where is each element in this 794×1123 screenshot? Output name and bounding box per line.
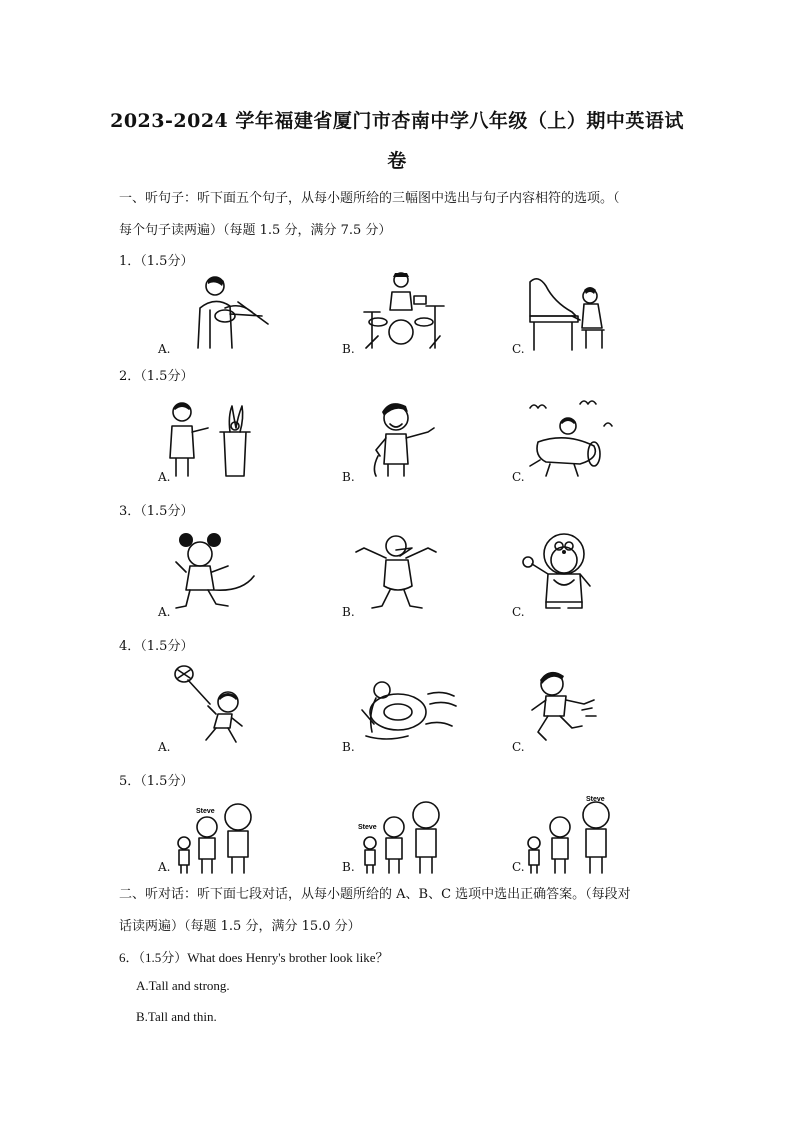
question-4-label: 4．（1.5分） xyxy=(119,639,194,654)
section2-instruction-line2: 话读两遍）（每题 1.5 分，满分 15.0 分） xyxy=(119,919,361,934)
steve-label: Steve xyxy=(586,796,605,803)
section2-instruction-line1: 二、听对话：听下面七段对话，从每小题所给的 A、B、C 选项中选出正确答案。（每段对 xyxy=(119,887,631,902)
running-icon xyxy=(522,664,632,744)
question-1-label: 1．（1.5分） xyxy=(119,254,194,269)
donald-icon xyxy=(352,532,462,612)
q4-option-c[interactable]: C. xyxy=(512,740,525,754)
q3-option-b[interactable]: B. xyxy=(342,605,355,619)
mickey-icon xyxy=(172,532,282,612)
q6-option-b[interactable]: B.Tall and thin. xyxy=(136,1009,217,1024)
piano-icon xyxy=(524,272,634,352)
page-title-line1: 2023-2024 学年福建省厦门市杏南中学八年级（上）期中英语试 xyxy=(110,110,684,132)
q5-option-c[interactable]: C. xyxy=(512,860,525,874)
singer-icon xyxy=(370,398,480,478)
q1-option-a[interactable]: A. xyxy=(158,342,171,356)
page-title-line2: 卷 xyxy=(387,150,407,172)
pilot-icon xyxy=(520,398,630,478)
q4-option-b[interactable]: B. xyxy=(342,740,355,754)
kids-height-icon xyxy=(522,795,622,875)
q2-option-a[interactable]: A. xyxy=(158,470,171,484)
q1-option-b[interactable]: B. xyxy=(342,342,355,356)
question-2-label: 2．（1.5分） xyxy=(119,369,194,384)
question-5-label: 5．（1.5分） xyxy=(119,774,194,789)
question-6-label: 6．（1.5分）What does Henry's brother look like？ xyxy=(119,950,389,965)
steve-label: Steve xyxy=(358,824,377,831)
steve-label: Steve xyxy=(196,808,215,815)
question-3-label: 3．（1.5分） xyxy=(119,504,194,519)
kids-height-icon xyxy=(356,795,456,875)
magician-icon xyxy=(164,398,274,478)
q2-option-b[interactable]: B. xyxy=(342,470,355,484)
violin-icon xyxy=(170,272,280,352)
q3-option-a[interactable]: A. xyxy=(158,605,171,619)
q5-option-b[interactable]: B. xyxy=(342,860,355,874)
swimming-icon xyxy=(356,664,466,744)
q5-option-a[interactable]: A. xyxy=(158,860,171,874)
kids-height-icon xyxy=(172,795,272,875)
section1-instruction-line2: 每个句子读两遍）（每题 1.5 分，满分 7.5 分） xyxy=(119,223,392,238)
section1-instruction-line1: 一、听句子：听下面五个句子，从每小题所给的三幅图中选出与句子内容相符的选项。（ xyxy=(119,191,620,206)
q3-option-c[interactable]: C. xyxy=(512,605,525,619)
q4-option-a[interactable]: A. xyxy=(158,740,171,754)
q1-option-c[interactable]: C. xyxy=(512,342,525,356)
q6-option-a[interactable]: A.Tall and strong. xyxy=(136,978,230,993)
doraemon-icon xyxy=(520,530,630,610)
drums-icon xyxy=(356,270,466,350)
butterfly-net-icon xyxy=(170,664,280,744)
q2-option-c[interactable]: C. xyxy=(512,470,525,484)
